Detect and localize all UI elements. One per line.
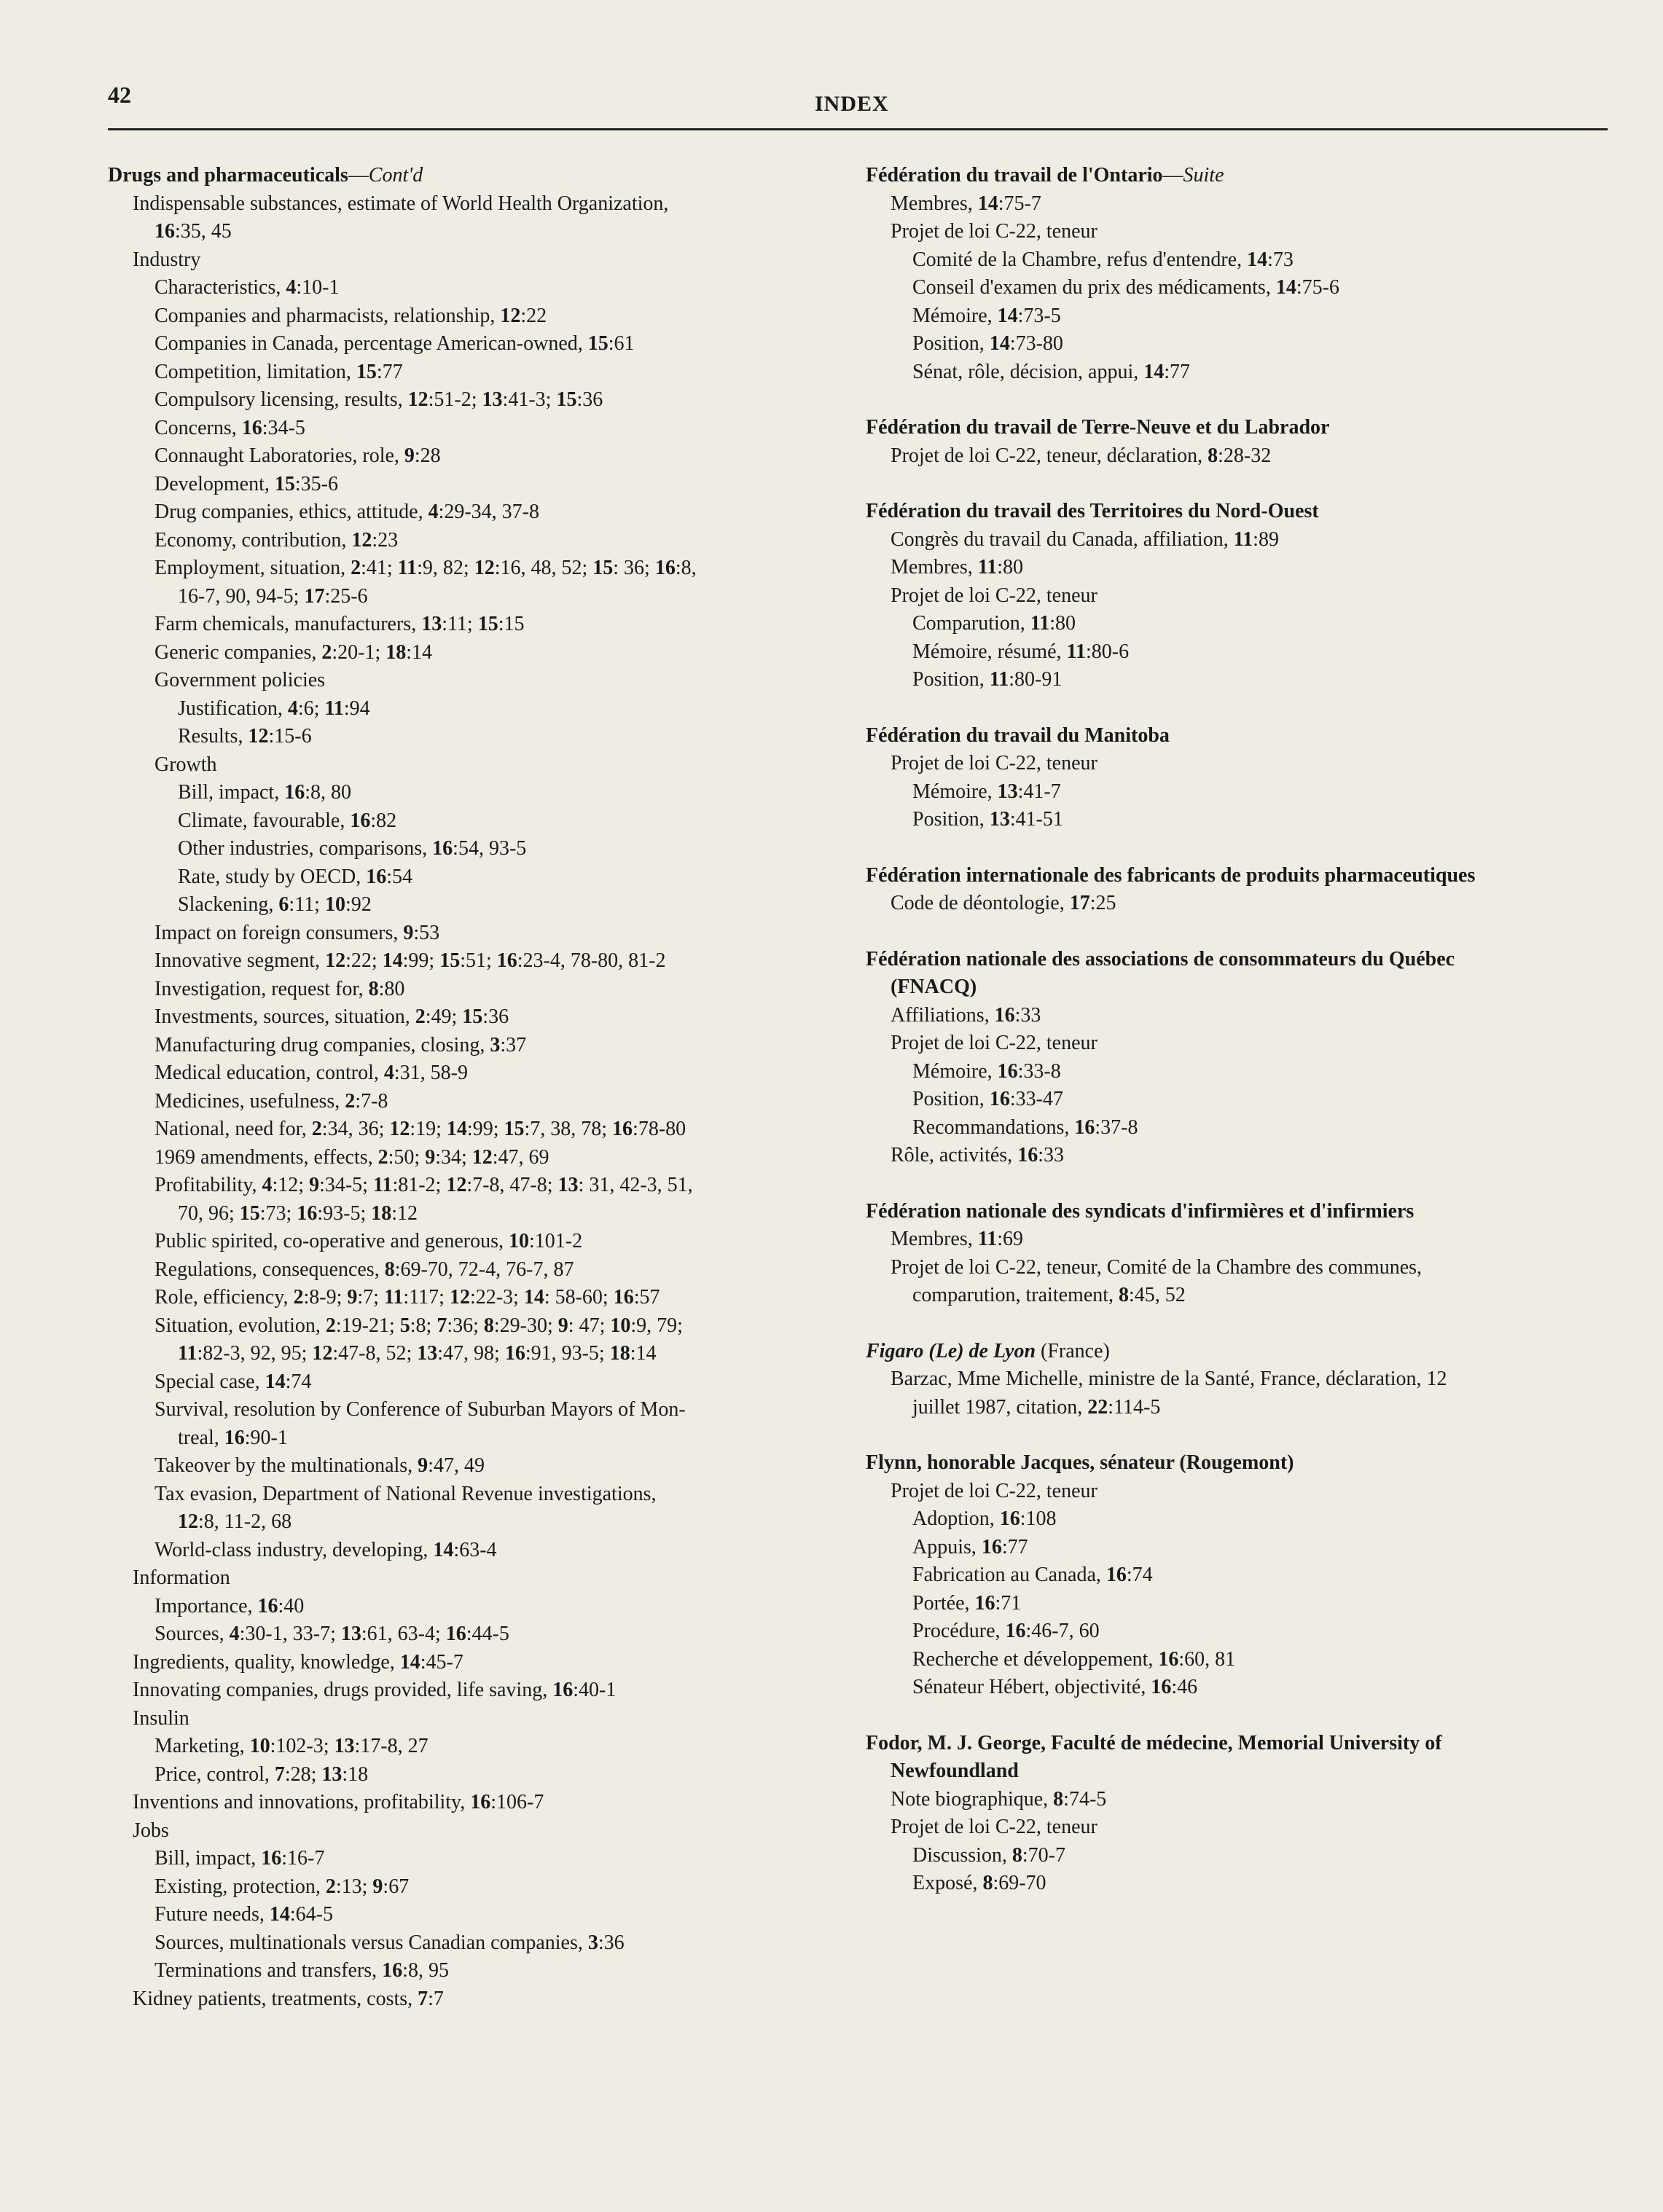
index-heading: Fédération du travail de Terre-Neuve et du Labrador — [866, 416, 1330, 439]
index-entry: Mémoire, résumé, 11:80-6 — [912, 640, 1130, 663]
index-entry: Rate, study by OECD, 16:54 — [178, 865, 412, 888]
index-entry: Terminations and transfers, 16:8, 95 — [154, 1959, 449, 1982]
index-entry: Special case, 14:74 — [154, 1370, 312, 1393]
index-entry: Discussion, 8:70-7 — [912, 1843, 1066, 1867]
index-entry: 16-7, 90, 94-5; 17:25-6 — [178, 584, 368, 608]
index-entry: Mémoire, 13:41-7 — [912, 780, 1061, 803]
index-entry: Economy, contribution, 12:23 — [154, 528, 399, 552]
entry-spacer — [866, 386, 1602, 414]
index-entry: Congrès du travail du Canada, affiliation, 11:89 — [891, 527, 1279, 551]
index-entry: Projet de loi C-22, teneur — [891, 1816, 1097, 1838]
index-entry: Other industries, comparisons, 16:54, 93-5 — [178, 837, 527, 860]
index-entry: Projet de loi C-22, teneur — [891, 220, 1097, 243]
index-entry: Comparution, 11:80 — [912, 612, 1076, 635]
index-entry: Climate, favourable, 16:82 — [178, 809, 397, 832]
index-entry: Employment, situation, 2:41; 11:9, 82; 12:16, 48, 52; 15: 36; 16:8, — [154, 557, 697, 579]
index-column-right — [866, 162, 1602, 1898]
index-entry: Generic companies, 2:20-1; 18:14 — [154, 640, 433, 664]
index-entry: Affiliations, 16:33 — [891, 1003, 1041, 1027]
index-entry: Tax evasion, Department of National Revenue investigations, — [154, 1482, 657, 1505]
index-entry: Profitability, 4:12; 9:34-5; 11:81-2; 12:7-8, 47-8; 13: 31, 42-3, 51, — [154, 1174, 693, 1196]
index-entry: Indispensable substances, estimate of World Health Organization, — [133, 192, 669, 215]
index-entry: Growth — [154, 753, 217, 776]
index-entry: Companies and pharmacists, relationship, 12:22 — [154, 304, 547, 327]
index-entry: Compulsory licensing, results, 12:51-2; 13:41-3; 15:36 — [154, 388, 603, 411]
running-head: INDEX — [815, 92, 889, 116]
index-entry: Future needs, 14:64-5 — [154, 1903, 333, 1926]
index-heading: Drugs and pharmaceuticals—Cont'd — [108, 164, 423, 187]
index-entry: Recherche et développement, 16:60, 81 — [912, 1647, 1236, 1671]
index-entry: Procédure, 16:46-7, 60 — [912, 1620, 1100, 1642]
index-entry: Drug companies, ethics, attitude, 4:29-34, 37-8 — [154, 501, 540, 523]
index-entry: Jobs — [133, 1819, 169, 1842]
index-entry: Fabrication au Canada, 16:74 — [912, 1564, 1153, 1586]
index-entry: Insulin — [133, 1706, 189, 1730]
index-entry: Projet de loi C-22, teneur, Comité de la Chambre des communes, — [891, 1255, 1423, 1279]
index-entry: 70, 96; 15:73; 16:93-5; 18:12 — [178, 1201, 418, 1225]
index-entry: Portée, 16:71 — [912, 1591, 1022, 1615]
index-entry: Takeover by the multinationals, 9:47, 49 — [154, 1454, 485, 1477]
index-entry: Bill, impact, 16:8, 80 — [178, 781, 351, 804]
index-entry: Projet de loi C-22, teneur — [891, 584, 1097, 607]
index-entry: Conseil d'examen du prix des médicaments, 14:75-6 — [912, 276, 1339, 299]
index-entry: Kidney patients, treatments, costs, 7:7 — [133, 1987, 444, 2010]
index-entry: Sources, multinationals versus Canadian companies, 3:36 — [154, 1931, 625, 1954]
index-entry: Projet de loi C-22, teneur — [891, 752, 1097, 774]
index-heading: Figaro (Le) de Lyon (France) — [866, 1339, 1110, 1362]
index-entry: Sources, 4:30-1, 33-7; 13:61, 63-4; 16:44-5 — [154, 1623, 509, 1645]
index-entry: Adoption, 16:108 — [912, 1507, 1057, 1530]
index-heading: Fédération nationale des associations de consommateurs du Québec — [866, 947, 1455, 970]
index-entry: Position, 11:80-91 — [912, 668, 1063, 691]
index-entry: Medical education, control, 4:31, 58-9 — [154, 1062, 468, 1084]
index-entry: Projet de loi C-22, teneur, déclaration, 8:28-32 — [891, 444, 1272, 467]
entry-spacer — [866, 1421, 1602, 1449]
index-entry: Impact on foreign consumers, 9:53 — [154, 921, 440, 944]
index-entry: Sénat, rôle, décision, appui, 14:77 — [912, 360, 1191, 383]
index-entry: Ingredients, quality, knowledge, 14:45-7 — [133, 1650, 463, 1674]
index-entry: Appuis, 16:77 — [912, 1535, 1028, 1558]
header-rule — [108, 128, 1608, 130]
index-heading: Fédération internationale des fabricants de produits pharmaceutiques — [866, 863, 1476, 887]
index-entry: (FNACQ) — [891, 976, 977, 998]
entry-spacer — [866, 694, 1602, 722]
index-entry: Marketing, 10:102-3; 13:17-8, 27 — [154, 1735, 429, 1757]
index-entry: Note biographique, 8:74-5 — [891, 1787, 1107, 1811]
index-entry: juillet 1987, citation, 22:114-5 — [912, 1395, 1161, 1419]
index-entry: Existing, protection, 2:13; 9:67 — [154, 1875, 410, 1898]
index-entry: Membres, 14:75-7 — [891, 192, 1041, 215]
index-entry: Characteristics, 4:10-1 — [154, 276, 340, 299]
index-entry: Barzac, Mme Michelle, ministre de la Santé, France, déclaration, 12 — [891, 1368, 1447, 1390]
index-entry: Industry — [133, 248, 201, 271]
index-entry: Development, 15:35-6 — [154, 472, 338, 495]
index-entry: Public spirited, co-operative and generous, 10:101-2 — [154, 1230, 583, 1252]
index-entry: Bill, impact, 16:16-7 — [154, 1847, 325, 1870]
entry-spacer — [866, 834, 1602, 862]
index-entry: 12:8, 11-2, 68 — [178, 1510, 292, 1533]
index-heading: Fodor, M. J. George, Faculté de médecine, Memorial University of — [866, 1731, 1442, 1754]
index-entry: Medicines, usefulness, 2:7-8 — [154, 1089, 388, 1113]
index-column-left — [108, 162, 837, 2013]
index-entry: Information — [133, 1566, 230, 1589]
index-entry: National, need for, 2:34, 36; 12:19; 14:99; 15:7, 38, 78; 16:78-80 — [154, 1118, 686, 1140]
index-entry: Code de déontologie, 17:25 — [891, 892, 1116, 914]
index-entry: treal, 16:90-1 — [178, 1426, 288, 1449]
index-heading: Fédération nationale des syndicats d'infirmières et d'infirmiers — [866, 1199, 1414, 1223]
index-entry: Newfoundland — [891, 1760, 1019, 1782]
index-entry: Role, efficiency, 2:8-9; 9:7; 11:117; 12:22-3; 14: 58-60; 16:57 — [154, 1286, 660, 1309]
index-entry: Companies in Canada, percentage American-owned, 15:61 — [154, 332, 635, 355]
entry-spacer — [866, 1170, 1602, 1198]
page-number: 42 — [108, 82, 131, 108]
index-entry: Justification, 4:6; 11:94 — [178, 697, 370, 720]
index-entry: Investigation, request for, 8:80 — [154, 977, 405, 1000]
index-entry: Manufacturing drug companies, closing, 3:37 — [154, 1033, 527, 1056]
index-entry: Inventions and innovations, profitability, 16:106-7 — [133, 1791, 544, 1813]
index-entry: Mémoire, 14:73-5 — [912, 304, 1061, 327]
index-entry: Survival, resolution by Conference of Suburban Mayors of Mon- — [154, 1398, 686, 1421]
index-entry: Innovating companies, drugs provided, life saving, 16:40-1 — [133, 1679, 617, 1701]
index-entry: World-class industry, developing, 14:63-4 — [154, 1538, 497, 1561]
index-entry: Government policies — [154, 669, 326, 691]
entry-spacer — [866, 470, 1602, 498]
index-entry: Rôle, activités, 16:33 — [891, 1144, 1064, 1166]
index-entry: Competition, limitation, 15:77 — [154, 360, 403, 383]
index-entry: Farm chemicals, manufacturers, 13:11; 15:15 — [154, 613, 525, 635]
index-entry: Position, 16:33-47 — [912, 1088, 1063, 1110]
index-heading: Fédération du travail des Territoires du Nord-Ouest — [866, 500, 1319, 522]
index-heading: Fédération du travail du Manitoba — [866, 723, 1170, 747]
index-entry: Membres, 11:80 — [891, 556, 1024, 579]
index-entry: Slackening, 6:11; 10:92 — [178, 893, 372, 916]
index-entry: Regulations, consequences, 8:69-70, 72-4, 76-7, 87 — [154, 1258, 574, 1281]
entry-spacer — [866, 918, 1602, 946]
index-entry: Price, control, 7:28; 13:18 — [154, 1762, 369, 1786]
index-entry: Situation, evolution, 2:19-21; 5:8; 7:36; 8:29-30; 9: 47; 10:9, 79; — [154, 1314, 683, 1337]
entry-spacer — [866, 1310, 1602, 1338]
index-entry: 1969 amendments, effects, 2:50; 9:34; 12:47, 69 — [154, 1145, 549, 1169]
index-entry: Membres, 11:69 — [891, 1228, 1024, 1250]
index-entry: Mémoire, 16:33-8 — [912, 1059, 1061, 1083]
index-entry: Connaught Laboratories, role, 9:28 — [154, 444, 441, 467]
index-entry: Innovative segment, 12:22; 14:99; 15:51; 16:23-4, 78-80, 81-2 — [154, 949, 666, 972]
index-entry: Investments, sources, situation, 2:49; 15:36 — [154, 1005, 509, 1028]
index-entry: comparution, traitement, 8:45, 52 — [912, 1284, 1186, 1306]
index-entry: Exposé, 8:69-70 — [912, 1872, 1046, 1894]
index-entry: Sénateur Hébert, objectivité, 16:46 — [912, 1676, 1198, 1698]
index-entry: Position, 14:73-80 — [912, 332, 1063, 355]
index-entry: Projet de loi C-22, teneur — [891, 1479, 1097, 1502]
index-entry: Recommandations, 16:37-8 — [912, 1115, 1138, 1139]
index-entry: Comité de la Chambre, refus d'entendre, 14:73 — [912, 248, 1294, 271]
index-heading: Flynn, honorable Jacques, sénateur (Rougemont) — [866, 1451, 1294, 1474]
index-entry: 11:82-3, 92, 95; 12:47-8, 52; 13:47, 98; 16:91, 93-5; 18:14 — [178, 1342, 657, 1365]
index-heading: Fédération du travail de l'Ontario—Suite — [866, 164, 1224, 187]
index-entry: Projet de loi C-22, teneur — [891, 1032, 1097, 1054]
index-entry: Concerns, 16:34-5 — [154, 416, 305, 439]
index-entry: Results, 12:15-6 — [178, 725, 312, 748]
index-entry: Position, 13:41-51 — [912, 808, 1063, 831]
index-entry: 16:35, 45 — [154, 220, 232, 243]
index-entry: Importance, 16:40 — [154, 1594, 305, 1617]
entry-spacer — [866, 1702, 1602, 1730]
